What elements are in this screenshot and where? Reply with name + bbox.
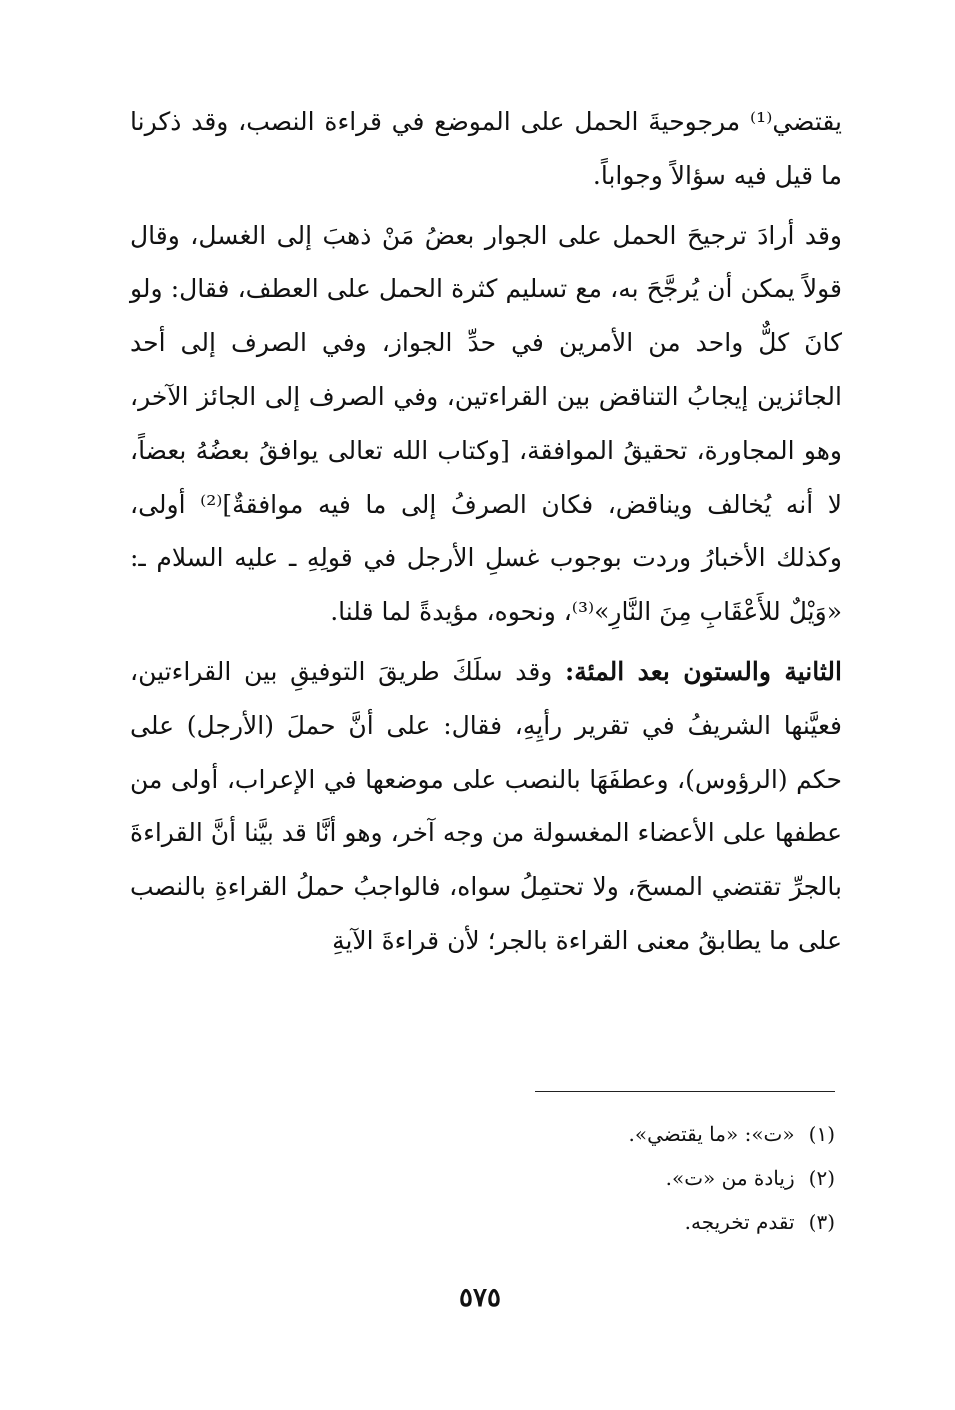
paragraph-2: وقد أرادَ ترجيحَ الحمل على الجوار بعضُ مَنْ ذهبَ إلى الغسل، وقال قولاً يمكن أن يُرجَّحَ به، مع تسليم كثرة الحمل على العطف، فقال: ولو كانَ كلٌّ واحد من الأمرين في حدِّ الجواز، وفي الصرف إلى أحد الجائزين إيجابُ التناقض بين القراءتين، وفي الصرف إلى الجائز الآخر، وهو المجاورة، تحقيقُ الموافقة، [وكتاب الله تعالى يوافقُ بعضُهُ بعضاً، لا أنه يُخالف ويناقض، فكان الصرفُ إلى ما فيه موافقةٌ]⁽²⁾ أولى، وكذلك الأخبارُ وردت بوجوب غسلِ الأرجل في قولِهِ ـ عليه السلام ـ: «وَيْلٌ للأَعْقَابِ مِنَ النَّارِ»⁽³⁾، ونحوه، مؤيدةً لما قلنا. xyxy=(130,220,842,627)
footnote-divider xyxy=(535,1091,835,1092)
paragraph-1: يقتضي⁽¹⁾ مرجوحيةَ الحمل على الموضع في قراءة النصب، وقد ذكرنا ما قيل فيه سؤالاً وجواباً. xyxy=(130,107,842,190)
paragraph-3-text: وقد سلَكَ طريقَ التوفيقِ بين القراءتين، فعيَّنها الشريفُ في تقرير رأيِهِ، فقال: على أنَّ حملَ (الأرجل) على حكم (الرؤوس)، وعطفَهَا بالنصب على موضعها في الإعراب، أولى من عطفها على الأعضاء المغسولة من وجه آخر، وهو أنَّا قد بيَّنا أنَّ القراءةَ بالجرِّ تقتضي المسحَ، ولا تحتمِلُ سواه، فالواجبُ حملُ القراءةِ بالنصب على ما يطابقُ معنى القراءة بالجر؛ لأن قراءةَ الآيةِ xyxy=(130,656,842,955)
main-text xyxy=(130,95,842,974)
footnote-1 xyxy=(380,1112,835,1156)
footnote-number: (٢) xyxy=(808,1166,835,1190)
section-heading: الثانية والستون بعد المئة: xyxy=(565,656,842,686)
footnote-text: «ت»: «ما يقتضي». xyxy=(628,1122,795,1146)
page-number: ٥٧٥ xyxy=(459,1283,501,1313)
footnote-text: زيادة من «ت». xyxy=(665,1166,795,1190)
footnotes xyxy=(380,1112,835,1244)
footnote-number: (١) xyxy=(808,1122,835,1146)
footnote-3 xyxy=(380,1200,835,1244)
footnote-text: تقدم تخريجه. xyxy=(684,1210,795,1234)
footnote-number: (٣) xyxy=(808,1210,835,1234)
paragraph-3 xyxy=(130,645,842,968)
footnote-2 xyxy=(380,1156,835,1200)
